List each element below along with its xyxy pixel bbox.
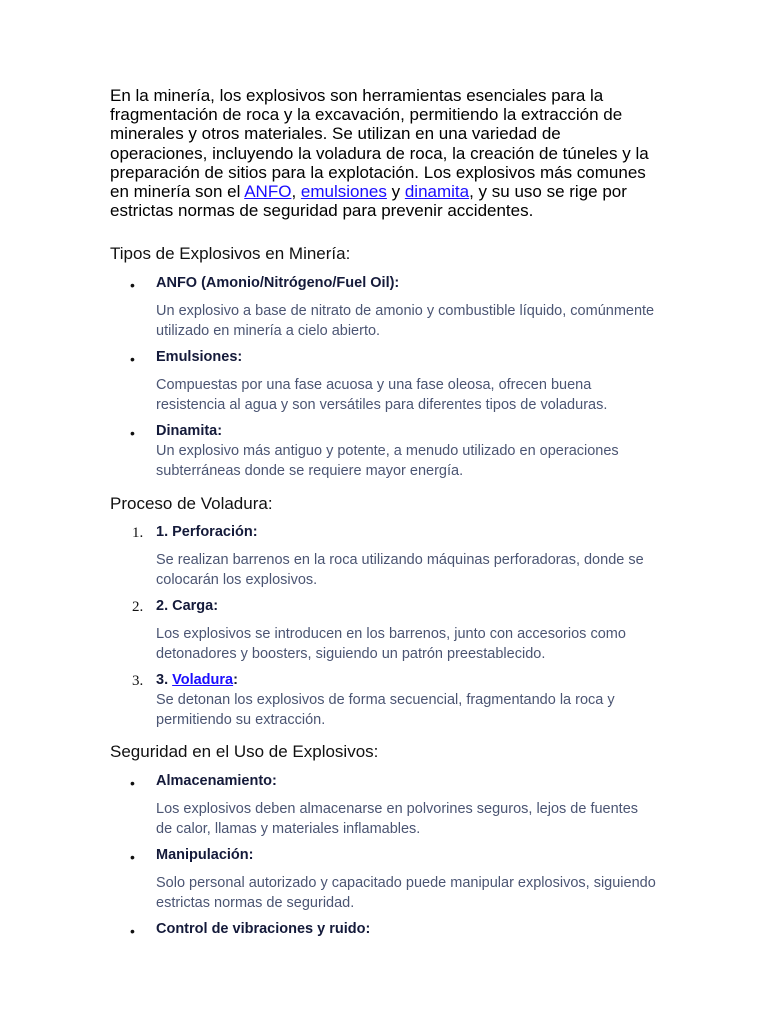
- list-item-manipulacion: [110, 846, 658, 913]
- intro-text-before: En la minería, los explosivos son herramientas esenciales para la fragmentación de roca y la excavación, permitiendo la extracción de minerales y otros materiales. Se utilizan en una variedad de operaciones, incluyendo la voladura de roca, la creación de túneles y la preparación de sitios para la explotación. Los explosivos más comunes en minería son el: [110, 86, 649, 202]
- list-item-almacenamiento: [110, 772, 658, 839]
- intro-text-after: , y su uso se rige por estrictas normas de seguridad para prevenir accidentes.: [110, 182, 627, 221]
- term-voladura: [156, 671, 658, 689]
- term-almacenamiento: Almacenamiento:: [156, 773, 277, 790]
- term-dinamita: Dinamita:: [156, 423, 223, 440]
- list-item-dinamita: [110, 422, 658, 481]
- desc-anfo: Un explosivo a base de nitrato de amonio y combustible líquido, comúnmente utilizado en minería a cielo abierto.: [156, 303, 655, 340]
- term-voladura-prefix: 3.: [156, 672, 173, 689]
- list-number: 3.: [132, 673, 144, 690]
- document-page: [110, 86, 658, 938]
- desc-emulsiones: Compuestas por una fase acuosa y una fase oleosa, ofrecen buena resistencia al agua y son versátiles para diferentes tipos de voladuras.: [156, 377, 608, 414]
- bullet-icon: •: [130, 849, 135, 866]
- desc-voladura: Se detonan los explosivos de forma secuencial, fragmentando la roca y permitiendo su extracción.: [156, 692, 615, 729]
- list-item-perforacion: [110, 523, 658, 590]
- desc-manipulacion: Solo personal autorizado y capacitado puede manipular explosivos, siguiendo estrictas normas de seguridad.: [156, 875, 656, 912]
- list-number: 2.: [132, 599, 144, 616]
- list-item-voladura: [110, 671, 658, 730]
- list-seguridad: [110, 772, 658, 938]
- desc-dinamita: Un explosivo más antiguo y potente, a menudo utilizado en operaciones subterráneas donde se requiere mayor energía.: [156, 443, 619, 480]
- list-number: 1.: [132, 525, 144, 542]
- term-anfo: ANFO (Amonio/Nitrógeno/Fuel Oil):: [156, 275, 400, 292]
- desc-carga: Los explosivos se introducen en los barrenos, junto con accesorios como detonadores y boosters, siguiendo un patrón preestablecido.: [156, 626, 626, 663]
- heading-tipos-explosivos: Tipos de Explosivos en Minería:: [110, 244, 351, 264]
- heading-seguridad: Seguridad en el Uso de Explosivos:: [110, 742, 379, 762]
- term-voladura-suffix: :: [233, 672, 238, 689]
- link-emulsiones[interactable]: emulsiones: [300, 182, 387, 202]
- link-voladura[interactable]: Voladura: [172, 672, 234, 689]
- link-anfo[interactable]: ANFO: [244, 182, 292, 202]
- desc-almacenamiento: Los explosivos deben almacenarse en polvorines seguros, lejos de fuentes de calor, llamas y materiales inflamables.: [156, 801, 639, 838]
- list-tipos-explosivos: [110, 274, 658, 481]
- bullet-icon: •: [130, 277, 135, 294]
- list-item-anfo: [110, 274, 658, 341]
- intro-separator-2: y: [386, 182, 405, 202]
- list-proceso-voladura: [110, 523, 658, 730]
- bullet-icon: •: [130, 775, 135, 792]
- desc-perforacion: Se realizan barrenos en la roca utilizando máquinas perforadoras, donde se colocarán los explosivos.: [156, 552, 644, 589]
- link-dinamita[interactable]: dinamita: [404, 182, 470, 202]
- bullet-icon: •: [130, 923, 135, 940]
- heading-proceso-voladura: Proceso de Voladura:: [110, 494, 273, 514]
- term-control-vibraciones: Control de vibraciones y ruido:: [156, 921, 371, 938]
- term-manipulacion: Manipulación:: [156, 847, 254, 864]
- list-item-emulsiones: [110, 348, 658, 415]
- intro-paragraph: [110, 86, 658, 220]
- intro-separator-1: ,: [291, 182, 301, 202]
- list-item-carga: [110, 597, 658, 664]
- bullet-icon: •: [130, 425, 135, 442]
- term-emulsiones: Emulsiones:: [156, 349, 243, 366]
- list-item-control-vibraciones: [110, 920, 658, 938]
- term-perforacion: 1. Perforación:: [156, 524, 258, 541]
- term-carga: 2. Carga:: [156, 598, 219, 615]
- bullet-icon: •: [130, 351, 135, 368]
